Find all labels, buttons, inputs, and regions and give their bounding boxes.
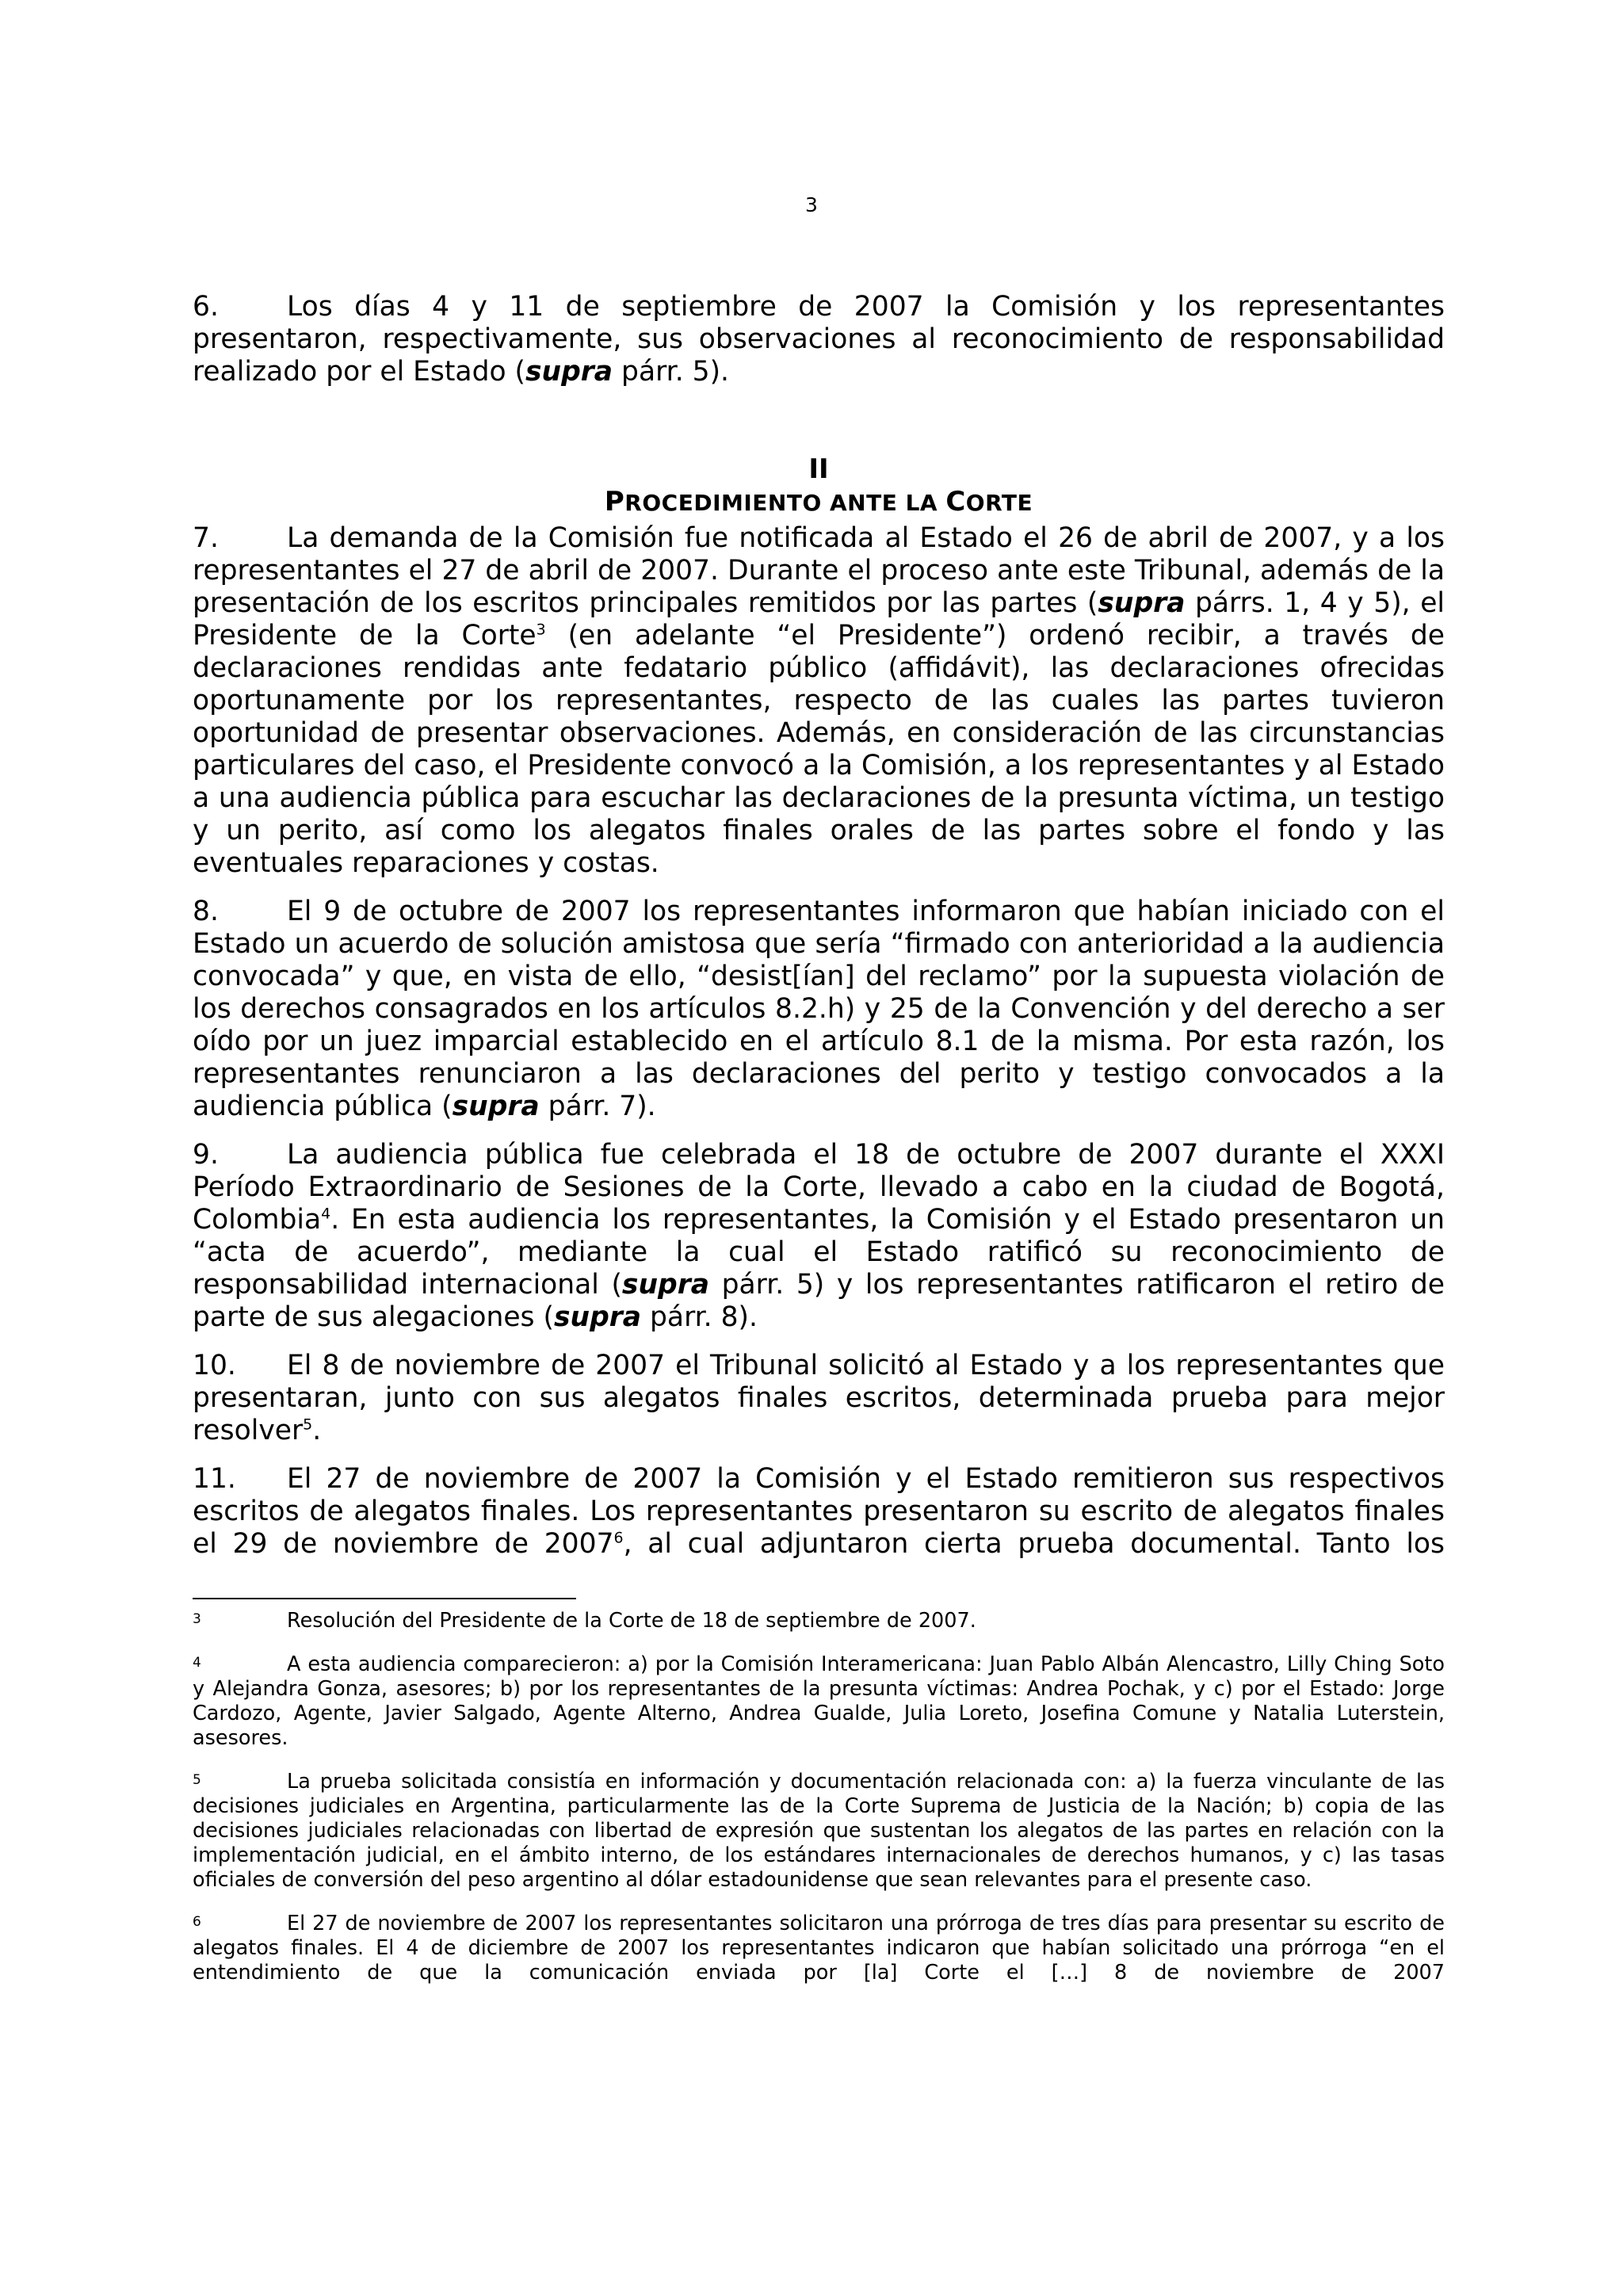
footnote-separator (193, 1598, 576, 1599)
main-body (193, 291, 1445, 1576)
paragraph-number: 9. (193, 1139, 219, 1171)
footnote-ref-5[interactable]: 5 (303, 1415, 313, 1434)
paragraph-number: 6. (193, 291, 219, 323)
paragraph-7: 7. La demanda de la Comisión fue notificada al Estado el 26 de abril de 2007, y a los representantes el 27 de abril de 2007. Durante el proceso ante este Tribunal, además de la presentación de los escritos principales remitidos por las partes (supra párrs. 1, 4 y 5), el Presidente de la Corte$^3$ (en adelante “el Presidente”) ordenó recibir, a través de declaraciones rendidas ante fedatario público (affidávit), las declaraciones ofrecidas oportunamente por los representantes, respecto de las cuales las partes tuvieron oportunidad de presentar observaciones. Además, en consideración de las circunstancias particulares del caso, el Presidente convocó a la Comisión, a los representantes y al Estado a una audiencia pública para escuchar las declaraciones de la presunta víctima, un testigo y un perito, así como los alegatos finales orales de las partes sobre el fondo y las eventuales reparaciones y costas. (193, 522, 1445, 879)
paragraph-8: 8. El 9 de octubre de 2007 los representantes informaron que habían iniciado con el Estado un acuerdo de solución amistosa que sería “firmado con anterioridad a la audiencia convocada” y que, en vista de ello, “desist[ían] del reclamo” por la supuesta violación de los derechos consagrados en los artículos 8.2.h) y 25 de la Convención y del derecho a ser oído por un juez imparcial establecido en el artículo 8.1 de la misma. Por esta razón, los representantes renunciaron a las declaraciones del perito y testigo convocados a la audiencia pública (supra párr. 7). (193, 896, 1445, 1122)
footnote-5: 5 La prueba solicitada consistía en información y documentación relacionada con: a) la fuerza vinculante de las decisiones judiciales en Argentina, particularmente las de la Corte Suprema de Justicia de la Nación; b) copia de las decisiones judiciales relacionadas con libertad de expresión que sustentan los alegatos de las partes en relación con la implementación judicial, en el ámbito interno, de los estándares internacionales de derechos humanos, y c) las tasas oficiales de conversión del peso argentino al dólar estadounidense que sean relevantes para el presente caso. (193, 1770, 1445, 1892)
section-title: PROCEDIMIENTO ANTE LA CORTE (604, 486, 1033, 518)
paragraph-number: 7. (193, 522, 219, 554)
footnote-ref-3[interactable]: 3 (536, 621, 546, 639)
footnote-number: 6 (193, 1914, 201, 1930)
paragraph-11: 11. El 27 de noviembre de 2007 la Comisión y el Estado remitieron sus respectivos escritos de alegatos finales. Los representantes presentaron su escrito de alegatos finales el 29 de noviembre de 2007$^6$, al cual adjuntaron cierta prueba documental. Tanto los (193, 1463, 1445, 1560)
paragraph-9: 9. La audiencia pública fue celebrada el 18 de octubre de 2007 durante el XXXI Período Extraordinario de Sesiones de la Corte, llevado a cabo en la ciudad de Bogotá, Colombia$^4$. En esta audiencia los representantes, la Comisión y el Estado presentaron un “acta de acuerdo”, mediante la cual el Estado ratificó su reconocimiento de responsabilidad internacional (supra párr. 5) y los representantes ratificaron el retiro de parte de sus alegaciones (supra párr. 8). (193, 1139, 1445, 1333)
footnote-4: 4 A esta audiencia comparecieron: a) por la Comisión Interamericana: Juan Pablo Albán Alencastro, Lilly Ching Soto y Alejandra Gonza, asesores; b) por los representantes de la presunta víctimas: Andrea Pochak, y c) por el Estado: Jorge Cardozo, Agente, Javier Salgado, Agente Alterno, Andrea Gualde, Julia Loreto, Josefina Comune y Natalia Luterstein, asesores. (193, 1652, 1445, 1750)
section-number: II (808, 453, 829, 485)
footnotes (193, 1609, 1445, 2004)
paragraph-number: 11. (193, 1463, 236, 1495)
page-number: 3 (805, 193, 818, 216)
paragraph-number: 10. (193, 1350, 236, 1381)
footnote-6: 6 El 27 de noviembre de 2007 los representantes solicitaron una prórroga de tres días para presentar su escrito de alegatos finales. El 4 de diciembre de 2007 los representantes indicaron que habían solicitado una prórroga “en el entendimiento de que la comunicación enviada por [la] Corte el […] 8 de noviembre de 2007 (193, 1912, 1445, 1985)
footnote-ref-4[interactable]: 4 (321, 1205, 331, 1223)
footnote-number: 3 (193, 1611, 201, 1627)
paragraph-number: 8. (193, 896, 219, 927)
footnote-3: 3 Resolución del Presidente de la Corte de 18 de septiembre de 2007. (193, 1609, 976, 1633)
footnote-ref-6[interactable]: 6 (613, 1529, 624, 1547)
paragraph-6: 6. Los días 4 y 11 de septiembre de 2007 la Comisión y los representantes presentaron, respectivamente, sus observaciones al reconocimiento de responsabilidad realizado por el Estado (supra párr. 5). (193, 291, 1445, 388)
paragraph-10: 10. El 8 de noviembre de 2007 el Tribunal solicitó al Estado y a los representantes que presentaran, junto con sus alegatos finales escritos, determinada prueba para mejor resolver$^5$. (193, 1350, 1445, 1446)
footnote-number: 4 (193, 1655, 201, 1671)
footnote-number: 5 (193, 1772, 201, 1788)
